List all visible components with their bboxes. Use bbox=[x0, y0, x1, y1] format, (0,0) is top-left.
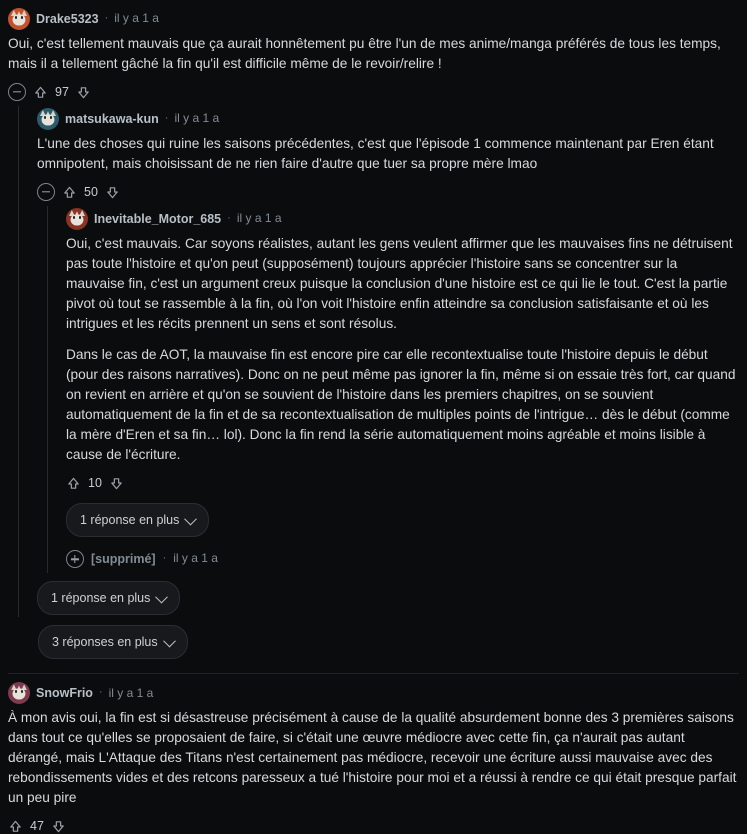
more-replies-label: 1 réponse en plus bbox=[51, 591, 151, 606]
avatar[interactable] bbox=[66, 208, 88, 230]
more-replies-label: 3 réponses en plus bbox=[52, 635, 158, 650]
reply-level-2 bbox=[47, 206, 739, 573]
comment-paragraph: À mon avis oui, la fin est si désastreuse précisément à cause de la qualité absurdement bonne des 3 premières saisons dans tout ce qu'elles se proposaient de faire, si c'était une œuvre médiocre avec cette fin, ça n'aurait pas autant dérangé, mais L'Attaque des Titans n'est certainement pas médiocre, recevoir une écriture aussi mauvaise avec des rebondissements vides et des retcons paresseux a tué l'histoire pour moi et a réussi à rendre ce qui était presque parfait un peu pire bbox=[8, 710, 737, 806]
vote-row bbox=[66, 469, 739, 497]
vote-row bbox=[8, 812, 739, 834]
more-replies-button[interactable] bbox=[37, 581, 180, 615]
username[interactable]: SnowFrio bbox=[36, 686, 93, 701]
comment-paragraph: Oui, c'est mauvais. Car soyons réalistes, autant les gens veulent affirmer que les mauvaises fins ne détruisent pas toute l'histoire et qu'on peut (supposément) toujours apprécier l'histoire sans se concentrer sur la mauvaise fin, c'est un argument creux puisque la conclusion d'une histoire est ce qui lie le tout. C'est la partie pivot où tout se rassemble à la fin, où l'on voit l'histoire enfin atteindre sa conclusion satisfaisante et où les intrigues et les récits prennent un sens et sont résolus. bbox=[66, 236, 733, 331]
vote-count: 50 bbox=[84, 184, 98, 199]
comment-header bbox=[66, 545, 739, 573]
comment-paragraph: Oui, c'est tellement mauvais que ça aurait honnêtement pu être l'un de mes anime/manga préférés de tous les temps, mais il a tellement gâché la fin qu'il est difficile même de le revoir/relire ! bbox=[8, 36, 721, 71]
collapse-thread-button[interactable] bbox=[8, 83, 26, 101]
chevron-down-icon bbox=[156, 590, 169, 603]
comment-paragraph: Dans le cas de AOT, la mauvaise fin est encore pire car elle recontextualise toute l'histoire depuis le début (pour des raisons narratives). Donc on ne peut même pas ignorer la fin, même si on essaie très fort, car quand on revient en arrière et qu'on se souvient de l'histoire dans les premiers chapitres, on se souvient automatiquement de la fin et de sa recontextualisation de multiples points de l'intrigue… dès le début (comme la mère d'Eren et sa fin… lol). Donc la fin rend la série automatiquement moins agréable et moins lisible à cause de l'écriture. bbox=[66, 347, 736, 462]
chevron-down-icon bbox=[163, 635, 176, 648]
more-replies-level1-wrap bbox=[8, 619, 739, 661]
comment-header bbox=[8, 680, 739, 706]
vote-count: 10 bbox=[88, 475, 102, 490]
timestamp: il y a 1 a bbox=[236, 211, 282, 226]
comment-header bbox=[66, 206, 739, 232]
more-replies-level3-wrap bbox=[66, 497, 739, 539]
comment-drake5323 bbox=[8, 6, 739, 661]
downvote-icon[interactable] bbox=[51, 819, 66, 834]
expand-thread-button[interactable] bbox=[66, 550, 84, 568]
avatar[interactable] bbox=[37, 108, 59, 130]
username[interactable]: matsukawa-kun bbox=[65, 111, 159, 126]
separator-dot: · bbox=[104, 12, 109, 25]
downvote-icon[interactable] bbox=[105, 185, 120, 200]
username[interactable]: Inevitable_Motor_685 bbox=[94, 211, 222, 226]
chevron-down-icon bbox=[185, 512, 198, 525]
comment-matsukawa-kun bbox=[37, 106, 739, 617]
username[interactable]: Drake5323 bbox=[36, 11, 99, 26]
comment-deleted bbox=[66, 545, 739, 573]
comment-body bbox=[8, 34, 739, 74]
vote-row bbox=[8, 78, 739, 106]
downvote-icon[interactable] bbox=[76, 85, 91, 100]
timestamp: il y a 1 a bbox=[108, 685, 154, 700]
separator-dot: · bbox=[162, 552, 167, 565]
vote-row bbox=[37, 178, 739, 206]
comment-header bbox=[37, 106, 739, 132]
reply-level-1 bbox=[18, 106, 739, 617]
timestamp: il y a 1 a bbox=[174, 111, 220, 126]
comment-body bbox=[66, 234, 739, 465]
avatar[interactable] bbox=[8, 682, 30, 704]
upvote-icon[interactable] bbox=[33, 85, 48, 100]
more-replies-level2-wrap bbox=[37, 575, 739, 617]
avatar[interactable] bbox=[8, 8, 30, 30]
comment-body bbox=[37, 134, 739, 174]
comment-divider bbox=[8, 673, 739, 674]
separator-dot: · bbox=[227, 212, 231, 225]
comment-header bbox=[8, 6, 739, 32]
collapse-thread-button[interactable] bbox=[37, 183, 55, 201]
username: [supprimé] bbox=[91, 552, 156, 567]
comment-snowfrio bbox=[8, 680, 739, 834]
timestamp: il y a 1 a bbox=[114, 11, 159, 26]
upvote-icon[interactable] bbox=[62, 185, 77, 200]
more-replies-label: 1 réponse en plus bbox=[80, 513, 180, 527]
comment-paragraph: L'une des choses qui ruine les saisons précédentes, c'est que l'épisode 1 commence maintenant par Eren étant omnipotent, mais choisissant de ne rien faire d'autre que tuer sa propre mère lmao bbox=[37, 136, 714, 171]
separator-dot: · bbox=[164, 112, 169, 125]
more-replies-button[interactable] bbox=[66, 503, 209, 537]
timestamp: il y a 1 a bbox=[173, 551, 218, 566]
comment-inevitable-motor-685 bbox=[66, 206, 739, 539]
downvote-icon[interactable] bbox=[109, 476, 124, 491]
upvote-icon[interactable] bbox=[66, 476, 81, 491]
separator-dot: · bbox=[98, 686, 103, 699]
more-replies-button[interactable] bbox=[38, 625, 188, 659]
upvote-icon[interactable] bbox=[8, 819, 23, 834]
vote-count: 47 bbox=[30, 819, 44, 834]
comment-body bbox=[8, 708, 739, 808]
vote-count: 97 bbox=[55, 84, 69, 99]
